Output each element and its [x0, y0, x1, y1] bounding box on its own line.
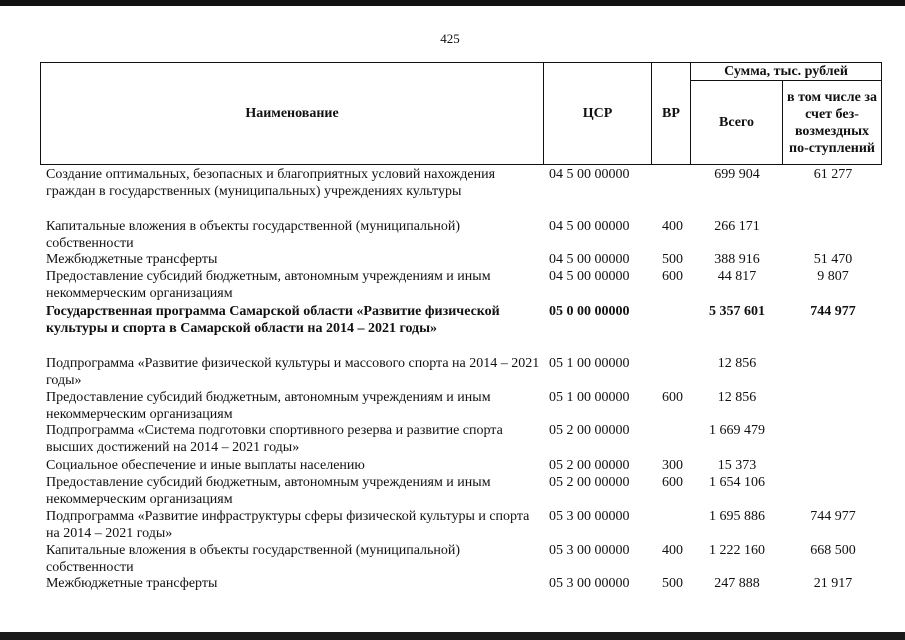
row-name: Подпрограмма «Система подготовки спортивного резерва и развитие спорта высших достижений на 2014 – 2021 годы»: [46, 423, 503, 455]
row-total: 247 888: [714, 576, 760, 591]
header-sum: Сумма, тыс. рублей: [724, 64, 848, 79]
header-bottom-border: [40, 164, 882, 165]
row-name: Предоставление субсидий бюджетным, автономным учреждениям и иным некоммерческим организациям: [46, 269, 491, 301]
row-total: 1 654 106: [709, 475, 765, 490]
row-free: 51 470: [813, 252, 853, 267]
row-total: 266 171: [714, 219, 760, 234]
row-vr: 600: [662, 269, 683, 284]
row-vr: 500: [662, 252, 683, 267]
row-csr: 05 1 00 00000: [549, 390, 630, 405]
row-total: 12 856: [717, 356, 757, 371]
row-name: Социальное обеспечение и иные выплаты населению: [46, 458, 365, 473]
row-name: Государственная программа Самарской области «Развитие физической культуры и спорта в Самарской области на 2014 – 2021 годы»: [46, 304, 500, 336]
header-csr: ЦСР: [582, 106, 613, 121]
row-csr: 05 0 00 00000: [549, 304, 630, 319]
row-csr: 04 5 00 00000: [549, 252, 630, 267]
row-csr: 05 3 00 00000: [549, 543, 630, 558]
row-name: Капитальные вложения в объекты государственной (муниципальной) собственности: [46, 219, 461, 251]
row-free: 9 807: [817, 269, 849, 284]
row-name: Подпрограмма «Развитие физической культуры и массового спорта на 2014 – 2021 годы»: [46, 356, 540, 388]
row-csr: 04 5 00 00000: [549, 269, 630, 284]
row-vr: 600: [662, 390, 683, 405]
row-name: Подпрограмма «Развитие инфраструктуры сферы физической культуры и спорта на 2014 – 2021 годы»: [46, 509, 530, 541]
row-total: 44 817: [717, 269, 757, 284]
row-name: Межбюджетные трансферты: [46, 252, 218, 267]
header-name: Наименование: [245, 106, 339, 121]
row-name: Предоставление субсидий бюджетным, автономным учреждениям и иным некоммерческим организациям: [46, 390, 491, 422]
row-total: 1 695 886: [709, 509, 765, 524]
scan-bottom-border: [0, 632, 905, 640]
table-header: [40, 62, 882, 165]
row-vr: 500: [662, 576, 683, 591]
header-total: Всего: [719, 115, 754, 130]
row-name: Создание оптимальных, безопасных и благоприятных условий нахождения граждан в государственных (муниципальных) учреждениях культуры: [46, 167, 496, 199]
row-csr: 04 5 00 00000: [549, 219, 630, 234]
row-csr: 05 1 00 00000: [549, 356, 630, 371]
row-free: 668 500: [810, 543, 856, 558]
row-free: 744 977: [810, 304, 856, 319]
row-total: 12 856: [717, 390, 757, 405]
row-csr: 05 3 00 00000: [549, 509, 630, 524]
row-name: Межбюджетные трансферты: [46, 576, 218, 591]
header-vr: ВР: [662, 106, 680, 121]
scan-top-border: [0, 0, 905, 6]
row-csr: 05 2 00 00000: [549, 475, 630, 490]
row-total: 699 904: [714, 167, 760, 182]
row-free: 21 917: [813, 576, 853, 591]
row-vr: 600: [662, 475, 683, 490]
row-total: 1 669 479: [709, 423, 765, 438]
header-right-border: [881, 62, 882, 165]
row-csr: 05 2 00 00000: [549, 458, 630, 473]
row-free: 61 277: [813, 167, 853, 182]
row-vr: 400: [662, 543, 683, 558]
row-total: 1 222 160: [709, 543, 765, 558]
row-vr: 300: [662, 458, 683, 473]
row-csr: 05 2 00 00000: [549, 423, 630, 438]
row-total: 5 357 601: [709, 304, 765, 319]
row-csr: 04 5 00 00000: [549, 167, 630, 182]
page-number: 425: [440, 31, 460, 46]
row-free: 744 977: [810, 509, 856, 524]
row-csr: 05 3 00 00000: [549, 576, 630, 591]
row-total: 15 373: [717, 458, 757, 473]
row-vr: 400: [662, 219, 683, 234]
row-name: Предоставление субсидий бюджетным, автономным учреждениям и иным некоммерческим организациям: [46, 475, 491, 507]
row-name: Капитальные вложения в объекты государственной (муниципальной) собственности: [46, 543, 461, 575]
row-total: 388 916: [714, 252, 760, 267]
header-free: в том числе за счет без-возмездных по-ступлений: [787, 89, 877, 156]
